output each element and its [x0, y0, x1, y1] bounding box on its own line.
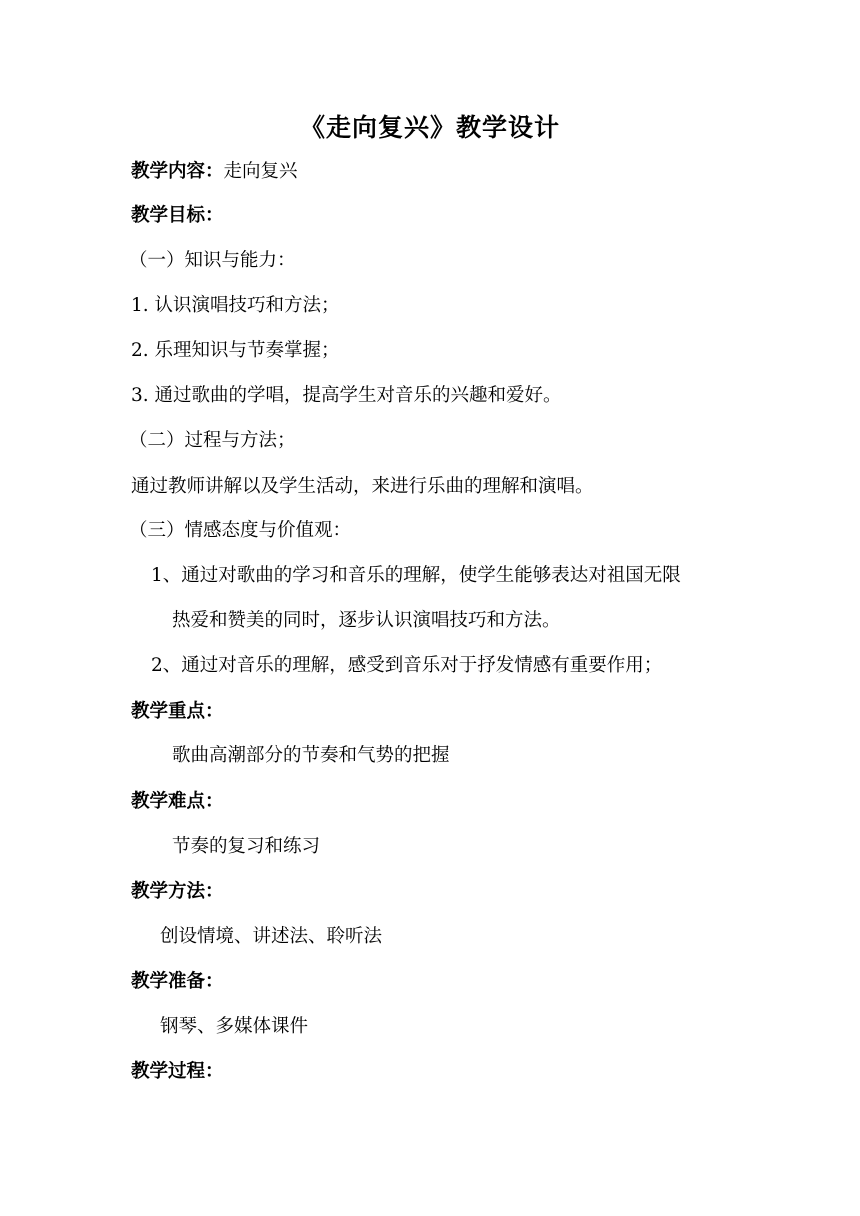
content-label: 教学内容：	[131, 161, 224, 182]
difficulty-value: 节奏的复习和练习	[172, 836, 321, 857]
prep-value: 钢琴、多媒体课件	[160, 1016, 309, 1037]
goal1-item-1: 1. 认识演唱技巧和方法；	[131, 295, 340, 316]
key-label: 教学重点：	[131, 701, 224, 722]
difficulty-label: 教学难点：	[131, 791, 224, 812]
process-label: 教学过程：	[131, 1061, 224, 1082]
goal3-item-1-line-1: 1、通过对歌曲的学习和音乐的理解，使学生能够表达对祖国无限	[151, 565, 681, 586]
goals-label: 教学目标：	[131, 205, 224, 226]
page-title: 《走向复兴》教学设计	[299, 113, 560, 142]
method-label: 教学方法：	[131, 881, 224, 902]
prep-label: 教学准备：	[131, 971, 224, 992]
method-value: 创设情境、讲述法、聆听法	[160, 926, 383, 947]
goal3-item-1-line-2: 热爱和赞美的同时，逐步认识演唱技巧和方法。	[172, 610, 561, 631]
goal2-heading: （二）过程与方法；	[129, 430, 296, 451]
goal2-text: 通过教师讲解以及学生活动，来进行乐曲的理解和演唱。	[131, 476, 594, 497]
goal3-heading: （三）情感态度与价值观：	[129, 520, 352, 541]
goal1-item-2: 2. 乐理知识与节奏掌握；	[131, 340, 340, 361]
key-value: 歌曲高潮部分的节奏和气势的把握	[172, 745, 450, 766]
goal1-item-3: 3. 通过歌曲的学唱，提高学生对音乐的兴趣和爱好。	[131, 385, 562, 406]
goal1-heading: （一）知识与能力：	[129, 250, 296, 271]
content-row	[131, 163, 298, 182]
goal3-item-2: 2、通过对音乐的理解，感受到音乐对于抒发情感有重要作用；	[151, 655, 663, 676]
content-value: 走向复兴	[223, 161, 298, 182]
